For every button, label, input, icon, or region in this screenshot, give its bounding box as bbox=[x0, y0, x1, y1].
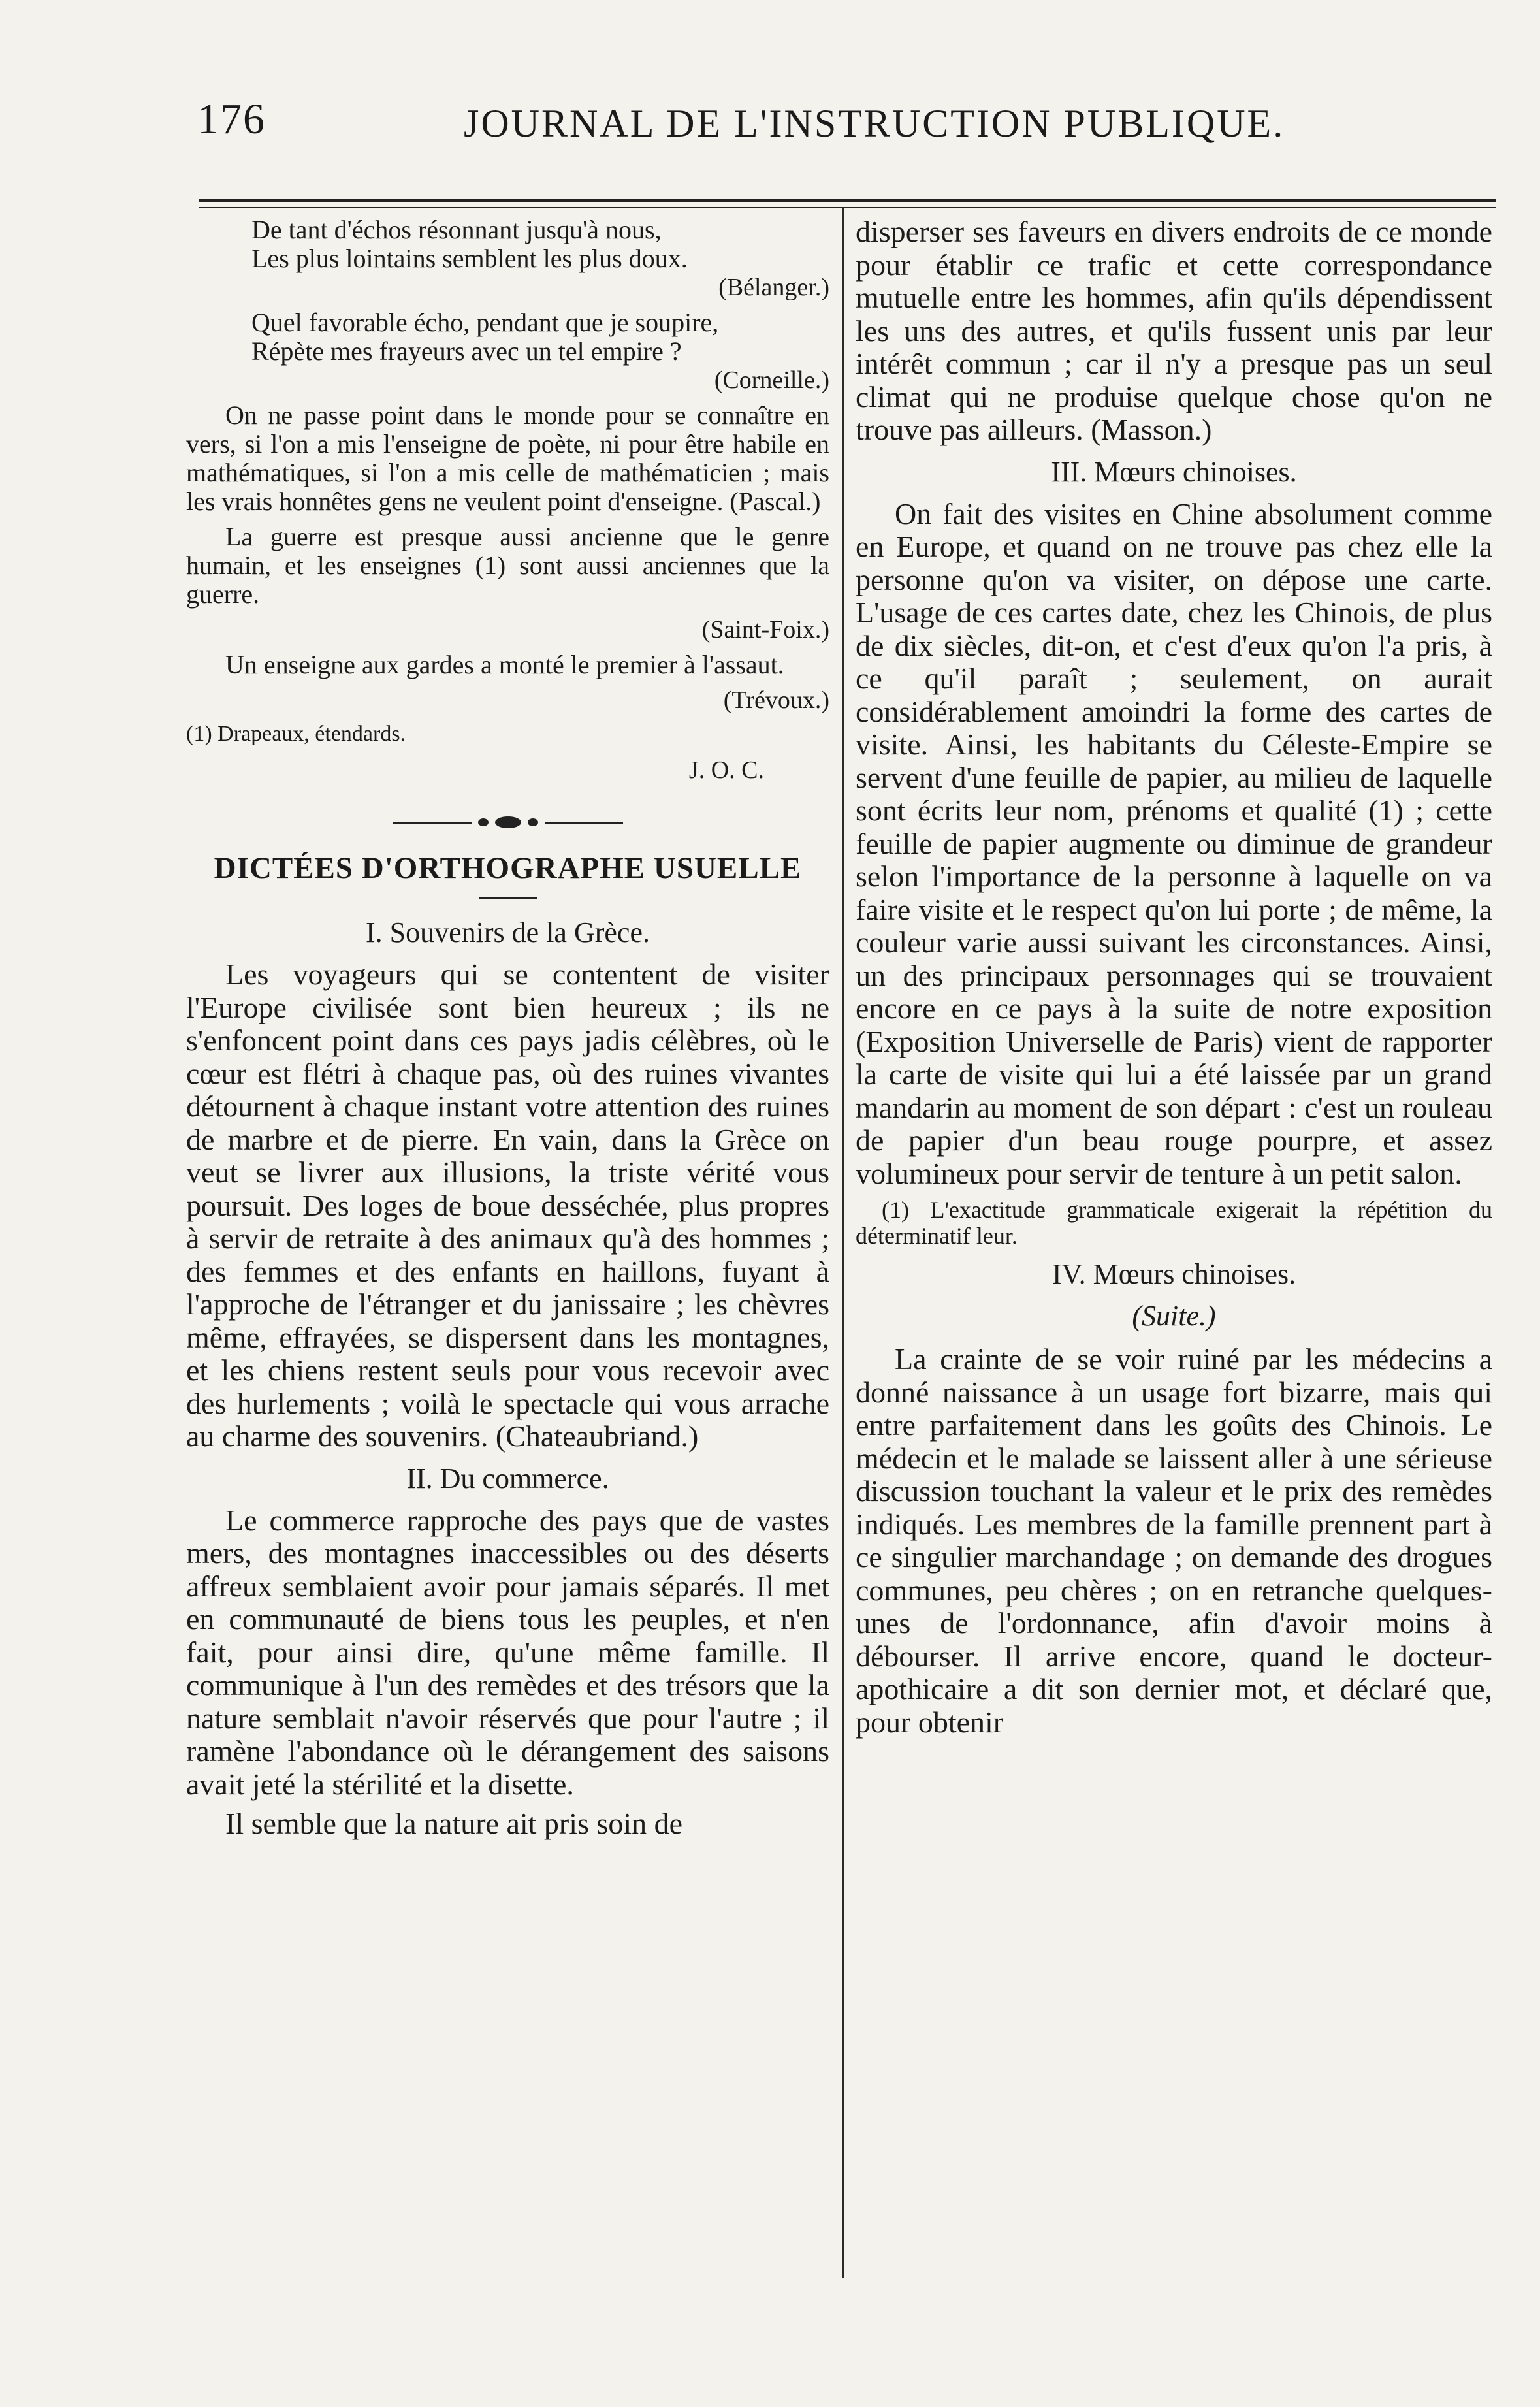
section-rule bbox=[479, 897, 537, 899]
dictation-text: Les voyageurs qui se contentent de visiter l'Europe civilisée sont bien heureux ; ils ne s'enfoncent point dans ces pays jadis célèbres, où le cœur est flétri à chaque pas, où des ruines vivantes détournent à chaque instant votre attention des ruines de marbre et de pierre. En vain, dans la Grèce on veut se livrer aux illusions, la triste vérité vous poursuit. Des loges de boue desséchée, plus propres à servir de retraite à des animaux qu'à des hommes ; des femmes et des enfants en haillons, fuyant à l'approche de l'étranger et du janissaire ; les chèvres même, effrayées, se dispersent dans les montagnes, et les chiens restent seuls pour vous recevoir avec des hurlements ; voilà le spectacle qui vous arrache au charme des souvenirs. (Chateaubriand.) bbox=[186, 958, 829, 1453]
attribution: (Bélanger.) bbox=[718, 274, 829, 301]
attribution: (Saint-Foix.) bbox=[701, 616, 829, 643]
page-number: 176 bbox=[197, 95, 266, 143]
page-header bbox=[189, 78, 1489, 170]
right-column bbox=[856, 216, 1492, 2286]
suite-label: (Suite.) bbox=[1132, 1300, 1216, 1332]
ornament-center bbox=[495, 816, 521, 828]
quote-pascal: On ne passe point dans le monde pour se connaître en vers, si l'on a mis l'enseigne de poète, ni pour être habile en mathématiques, si l'on a mis celle de mathématicien ; mais les vrais honnêtes gens ne veulent point d'enseigne. (Pascal.) bbox=[186, 400, 829, 516]
journal-title: JOURNAL DE L'INSTRUCTION PUBLIQUE. bbox=[464, 102, 1285, 145]
verse-line: Les plus lointains semblent les plus doux. bbox=[251, 244, 688, 273]
dictation-text: disperser ses faveurs en divers endroits de ce monde pour établir ce trafic et cette correspondance mutuelle entre les hommes, afin qu'ils dépendissent les uns des autres, et qu'ils fussent unis par leur intérêt commun ; car il n'y a presque pas un seul climat qui ne produise quelque chose qu'on ne trouve pas ailleurs. (Masson.) bbox=[856, 216, 1492, 446]
dictation-text: La crainte de se voir ruiné par les médecins a donné naissance à un usage fort bizarre, mais qui entre parfaitement dans les goûts des Chinois. Le médecin et le malade se laissent aller à une sérieuse discussion touchant la valeur et le prix des remèdes indiqués. Les membres de la famille prennent part à ce singulier marchandage ; on demande des drogues communes, peu chères ; on en retranche quelques-unes de l'ordonnance, afin d'avoir moins à débourser. Il arrive encore, quand le docteur-apothicaire a dit son dernier mot, et déclaré que, pour obtenir bbox=[856, 1342, 1492, 1739]
verse-line: Répète mes frayeurs avec un tel empire ? bbox=[251, 336, 682, 366]
quote-saint-foix: La guerre est presque aussi ancienne que le genre humain, et les enseignes (1) sont aussi anciennes que la guerre. bbox=[186, 522, 829, 609]
column-divider bbox=[842, 208, 844, 2278]
left-column bbox=[186, 216, 829, 2286]
attribution: (Corneille.) bbox=[714, 366, 829, 394]
subheading: III. Mœurs chinoises. bbox=[1051, 455, 1297, 488]
footnote: (1) L'exactitude grammaticale exigerait la répétition du déterminatif leur. bbox=[856, 1197, 1492, 1249]
subheading: II. Du commerce. bbox=[406, 1462, 609, 1494]
verse-line: Quel favorable écho, pendant que je soupire, bbox=[251, 308, 719, 337]
footnote: (1) Drapeaux, étendards. bbox=[186, 722, 406, 746]
dictation-text: Il semble que la nature ait pris soin de bbox=[225, 1807, 683, 1840]
ornament-dot bbox=[528, 818, 538, 826]
ornament-line bbox=[393, 822, 472, 824]
verse-line: De tant d'échos résonnant jusqu'à nous, bbox=[251, 216, 662, 244]
quote-trevoux: Un enseigne aux gardes a monté le premier à l'assaut. bbox=[225, 650, 784, 679]
ornament-dot bbox=[478, 818, 489, 826]
verse-corneille bbox=[251, 308, 829, 366]
attribution: (Trévoux.) bbox=[723, 687, 829, 714]
ornament-line bbox=[545, 822, 623, 824]
dictation-text: Le commerce rapproche des pays que de vastes mers, des montagnes inaccessibles ou des déserts affreux semblaient avoir pour jamais séparés. Il met en communauté de biens tous les peuples, et n'en fait, pour ainsi dire, qu'une même famille. Il communique à l'un des remèdes et des trésors que la nature semblait n'avoir réservés que pour l'autre ; il ramène l'abondance où le dérangement des saisons avait jeté la stérilité et la disette. bbox=[186, 1503, 829, 1801]
ornament-divider bbox=[186, 813, 829, 832]
subheading: I. Souvenirs de la Grèce. bbox=[366, 916, 650, 948]
verse-belanger bbox=[251, 216, 829, 273]
subheading: IV. Mœurs chinoises. bbox=[1051, 1258, 1296, 1290]
dictation-text: On fait des visites en Chine absolument comme en Europe, et quand on ne trouve pas chez elle la personne qu'on va visiter, on dépose une carte. L'usage de ces cartes date, chez les Chinois, de plus de dix siècles, dit-on, et c'est d'eux qu'on l'a pris, à ce qu'il paraît ; seulement, on aurait considérablement amoindri la forme des cartes de visite. Ainsi, les habitants du Céleste-Empire se servent d'une feuille de papier, au milieu de laquelle sont écrits leur nom, prénoms et qualité (1) ; cette feuille de papier augmente ou diminue de grandeur selon l'importance de la personne à laquelle on va faire visite et le respect qu'on lui porte ; de même, la couleur varie aussi suivant les circonstances. Ainsi, un des principaux personnages qui se trouvaient encore en ce pays à la suite de notre exposition (Exposition Universelle de Paris) vient de rapporter la carte de visite qui lui a été laissée par un grand mandarin au moment de son départ : c'est un rouleau de papier d'un beau rouge pourpre, et assez volumineux pour servir de tenture à un petit salon. bbox=[856, 496, 1492, 1190]
signature: J. O. C. bbox=[688, 756, 764, 784]
header-rule bbox=[199, 199, 1496, 208]
section-title: DICTÉES D'ORTHOGRAPHE USUELLE bbox=[214, 851, 802, 885]
